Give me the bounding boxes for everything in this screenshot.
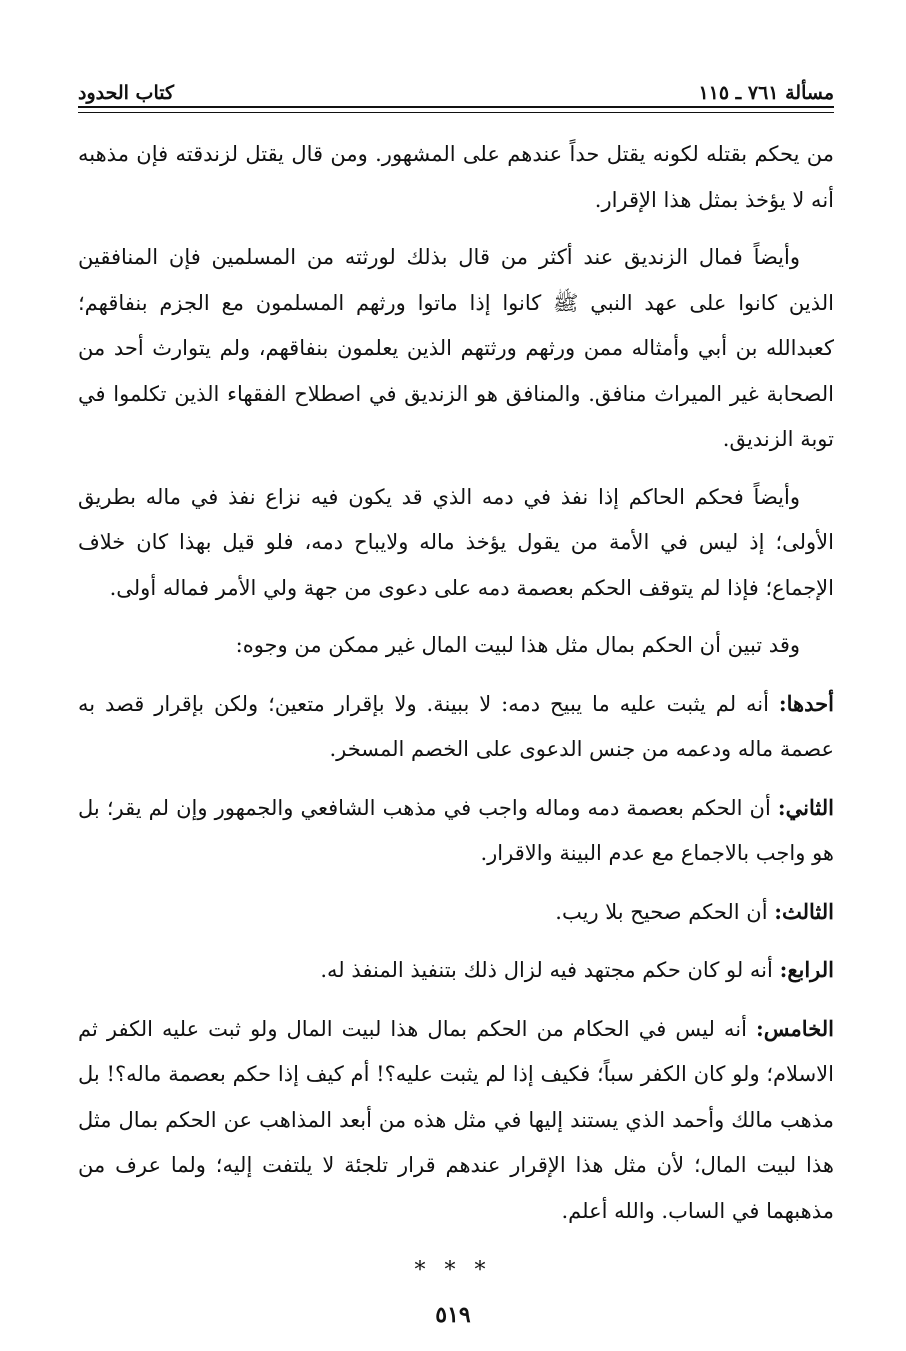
point-text: أن الحكم بعصمة دمه وماله واجب في مذهب الشافعي والجمهور وإن لم يقر؛ بل هو واجب بالاجماع مع عدم البينة والاقرار. xyxy=(78,795,834,865)
point-fourth xyxy=(78,947,834,994)
header-section-title: مسألة ٧٦١ ـ ١١٥ xyxy=(698,82,834,104)
header-rule-thin xyxy=(78,112,834,113)
running-header xyxy=(78,64,834,104)
paragraph-1 xyxy=(78,132,834,223)
point-first xyxy=(78,681,834,773)
point-lead: أحدها: xyxy=(778,690,834,716)
point-lead: الرابع: xyxy=(779,957,834,982)
point-lead: الثالث: xyxy=(774,898,834,924)
point-second xyxy=(78,785,834,877)
point-text: أنه لو كان حكم مجتهد فيه لزال ذلك بتنفيذ المنفذ له. xyxy=(320,958,773,982)
page-body xyxy=(78,132,834,1246)
paragraph-text: من يحكم بقتله لكونه يقتل حداً عندهم على المشهور. ومن قال يقتل لزندقته فإن مذهبه أنه لا يؤخذ بمثل هذا الإقرار. xyxy=(78,142,834,212)
point-text: أن الحكم صحيح بلا ريب. xyxy=(555,899,768,924)
header-rule-thick xyxy=(78,106,834,108)
point-text: أنه لم يثبت عليه ما يبيح دمه: لا ببينة. ولا بإقرار متعين؛ ولكن بإقرار قصد به عصمة ماله ودعمه من جنس الدعوى على الخصم المسخر. xyxy=(78,691,834,761)
paragraph-text: وقد تبين أن الحكم بمال مثل هذا لبيت المال غير ممكن من وجوه: xyxy=(235,633,800,657)
paragraph-text: وأيضاً فمال الزنديق عند أكثر من قال بذلك لورثته من المسلمين فإن المنافقين الذين كانوا على عهد النبي ﷺ كانوا إذا ماتوا ورثهم المسلمون مع الجزم بنفاقهم؛ كعبدالله بن أبي وأمثاله ممن ورثهم ورثتهم الذين يعلمون بنفاقهم، ولم يتوارث أحد من الصحابة غير الميراث منافق. والمنافق هو الزنديق في اصطلاح الفقهاء الذين تكلموا في توبة الزنديق. xyxy=(78,245,834,451)
page-number: ٥١٩ xyxy=(435,1302,471,1328)
point-lead: الثاني: xyxy=(777,794,834,820)
point-text: أنه ليس في الحكام من الحكم بمال هذا لبيت المال ولو ثبت عليه الكفر ثم الاسلام؛ ولو كان الكفر سباً؛ فكيف إذا لم يثبت عليه؟! أم كيف إذا حكم بعصمة ماله؟! بل مذهب مالك وأحمد الذي يستند إليها في مثل هذه من أبعد المذاهب عن الحكم بمال مثل هذا لبيت المال؛ لأن مثل هذا الإقرار عندهم قرار تلجئة لا يلتفت إليه؛ ولما عرف من مذهبهما في الساب. والله أعلم. xyxy=(78,1016,834,1223)
paragraph-3 xyxy=(78,475,834,612)
paragraph-text: وأيضاً فحكم الحاكم إذا نفذ في دمه الذي قد يكون فيه نزاع نفذ في ماله بطريق الأولى؛ إذ ليس في الأمة من يقول يؤخذ ماله ولايباح دمه، فلو قيل بهذا كان خلاف الإجماع؛ فإذا لم يتوقف الحكم بعصمة دمه على دعوى من جهة ولي الأمر فماله أولى. xyxy=(78,484,834,600)
section-separator: * * * xyxy=(414,1258,492,1283)
point-fifth xyxy=(78,1006,834,1235)
paragraph-4 xyxy=(78,623,834,669)
point-lead: الخامس: xyxy=(756,1015,834,1041)
point-third xyxy=(78,889,834,936)
paragraph-2 xyxy=(78,235,834,463)
header-book-title: كتاب الحدود xyxy=(78,82,175,104)
